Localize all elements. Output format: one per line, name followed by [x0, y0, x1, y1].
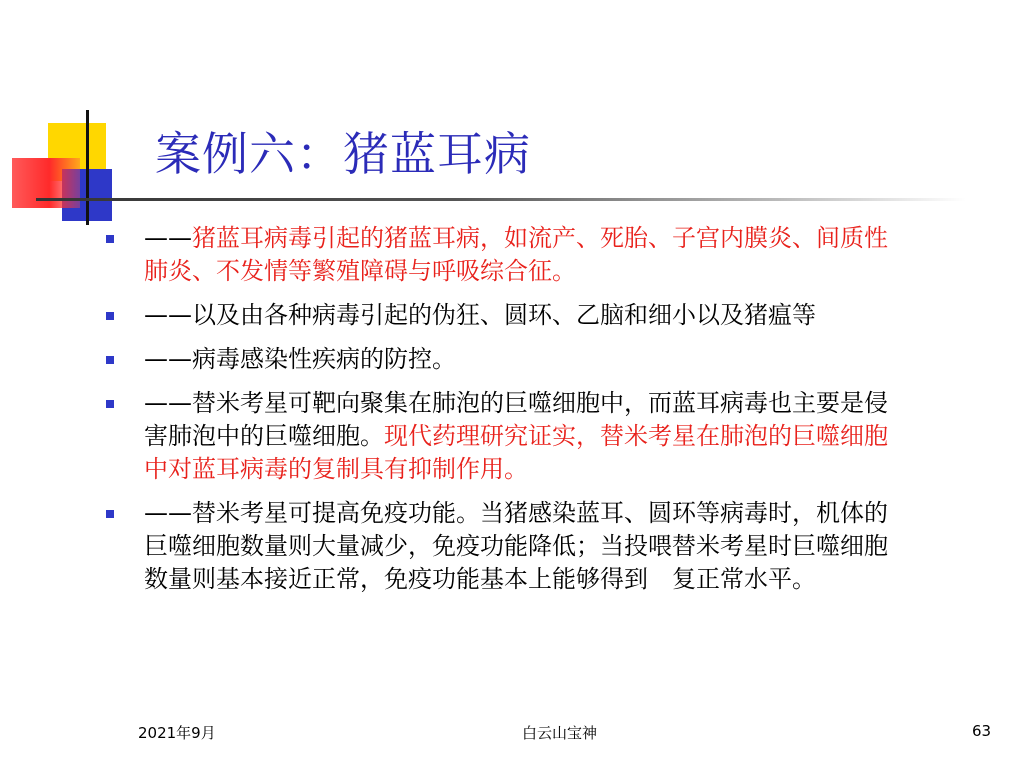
bullet-item-2	[100, 299, 900, 332]
title-underline	[36, 198, 966, 201]
bullet-text: ——病毒感染性疾病的防控。	[144, 345, 456, 373]
bullet-text: ——替米考星可靶向聚集在肺泡的巨噬细胞中，而蓝耳病毒也主要是侵害肺泡中的巨噬细胞。	[144, 389, 888, 450]
bullet-square-icon	[106, 510, 114, 518]
bullet-item-3	[100, 343, 900, 376]
page-number: 63	[972, 722, 992, 740]
bullet-list	[100, 222, 900, 607]
footer-date: 2021年9月	[138, 724, 216, 742]
footer-center-text: 白云山宝神	[522, 724, 598, 742]
bullet-square-icon	[106, 400, 114, 408]
bullet-item-1	[100, 222, 900, 288]
bullet-text: ——	[144, 224, 192, 252]
bullet-item-4	[100, 387, 900, 486]
bullet-text-highlight: 猪蓝耳病毒引起的猪蓝耳病，如流产、死胎、子宫内膜炎、间质性肺炎、不发情等繁殖障碍与呼吸综合征。	[144, 224, 888, 285]
bullet-text-highlight: 现代药理研究证实，替米考星在肺泡的巨噬细胞中对蓝耳病毒的复制具有抑制作用。	[144, 422, 888, 483]
decor-vertical-line	[86, 110, 89, 225]
bullet-square-icon	[106, 312, 114, 320]
slide-title: 案例六：猪蓝耳病	[155, 127, 531, 181]
bullet-square-icon	[106, 356, 114, 364]
bullet-text: ——以及由各种病毒引起的伪狂、圆环、乙脑和细小以及猪瘟等	[144, 301, 816, 329]
bullet-item-5	[100, 497, 900, 596]
bullet-text: ——替米考星可提高免疫功能。当猪感染蓝耳、圆环等病毒时，机体的巨噬细胞数量则大量减少，免疫功能降低；当投喂替米考星时巨噬细胞数量则基本接近正常，免疫功能基本上能够得到 复正常水平。	[144, 499, 888, 593]
bullet-square-icon	[106, 235, 114, 243]
